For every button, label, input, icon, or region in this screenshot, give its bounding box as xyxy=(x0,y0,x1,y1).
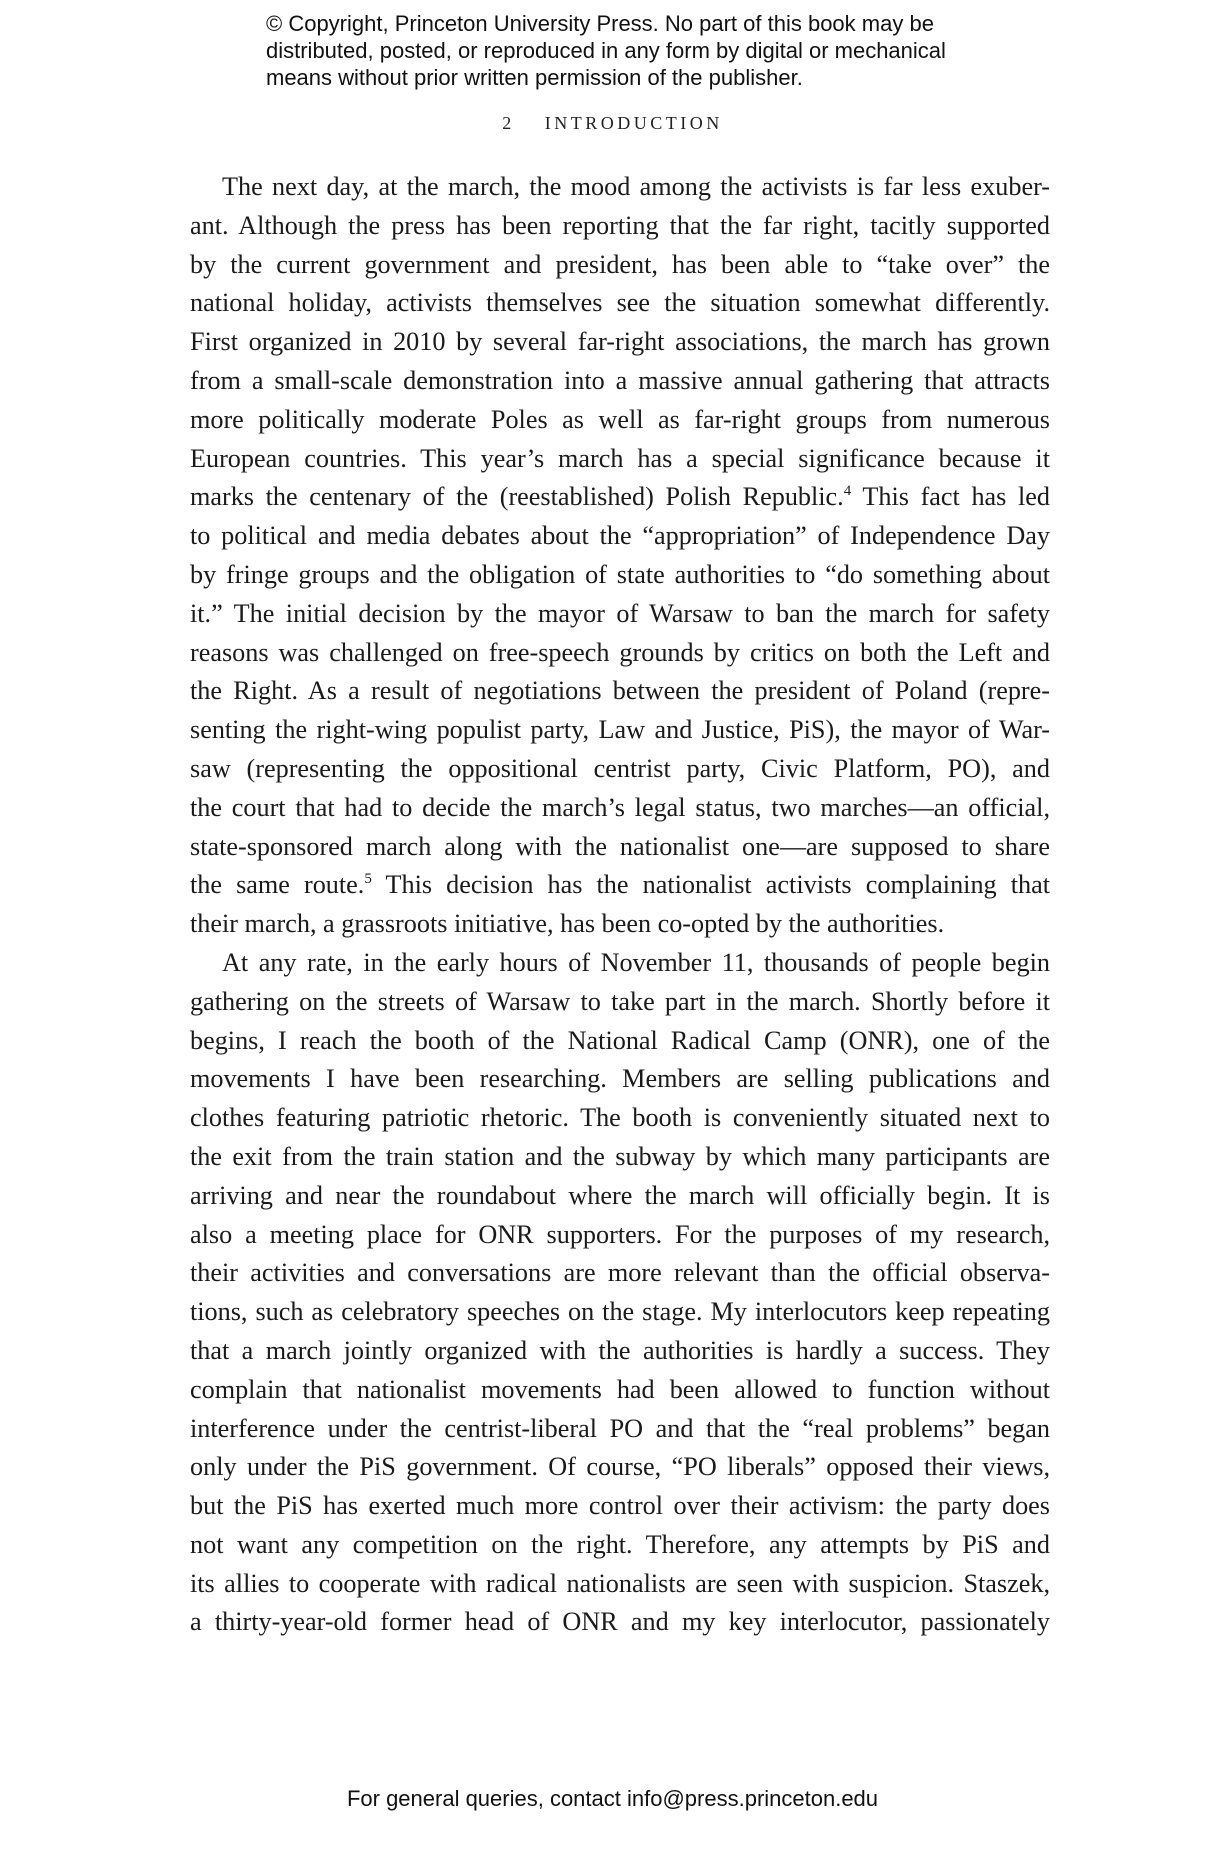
text-line: their march, a grassroots initiative, has been co-opted by the authorities. xyxy=(190,909,945,939)
text-line: also a meeting place for ONR supporters. For the purposes of my research, xyxy=(190,1219,1050,1249)
page-number: 2 xyxy=(502,113,515,133)
text-line: their activities and conversations are more relevant than the official observa- xyxy=(190,1258,1050,1288)
copyright-line: distributed, posted, or reproduced in any form by digital or mechanical xyxy=(266,38,946,63)
text-line: national holiday, activists themselves see the situation somewhat differently. xyxy=(190,288,1050,318)
text-line: begins, I reach the booth of the National Radical Camp (ONR), one of the xyxy=(190,1025,1050,1055)
text-line: the court that had to decide the march’s legal status, two marches—an official, xyxy=(190,792,1050,822)
note-reference[interactable]: 4 xyxy=(843,483,852,500)
text-line: a thirty-year-old former head of ONR and my key interlocutor, passionately xyxy=(190,1607,1050,1637)
copyright-line: © Copyright, Princeton University Press. No part of this book may be xyxy=(266,11,934,36)
text-line: interference under the centrist-liberal PO and that the “real problems” began xyxy=(190,1413,1050,1443)
text-line: At any rate, in the early hours of November 11, thousands of people begin xyxy=(222,947,1050,977)
text-line: by the current government and president, has been able to “take over” the xyxy=(190,249,1050,279)
note-reference[interactable]: 5 xyxy=(364,871,372,888)
text-segment: This fact has led xyxy=(851,482,1050,512)
paragraph-2 xyxy=(190,944,1050,1642)
text-line: clothes featuring patriotic rhetoric. The booth is conveniently situated next to xyxy=(190,1103,1050,1133)
text-line: not want any competition on the right. Therefore, any attempts by PiS and xyxy=(190,1529,1050,1559)
text-line: the Right. As a result of negotiations between the president of Poland (repre- xyxy=(190,676,1050,706)
text-line: but the PiS has exerted much more control over their activism: the party does xyxy=(190,1491,1050,1521)
text-line: saw (representing the oppositional centrist party, Civic Platform, PO), and xyxy=(190,753,1050,783)
text-line: movements I have been researching. Members are selling publications and xyxy=(190,1064,1050,1094)
text-line: only under the PiS government. Of course, “PO liberals” opposed their views, xyxy=(190,1452,1050,1482)
text-line: state-sponsored march along with the nationalist one—are supposed to share xyxy=(190,831,1050,861)
text-line xyxy=(190,866,1050,905)
running-head xyxy=(0,113,1225,134)
text-line: to political and media debates about the “appropriation” of Independence Day xyxy=(190,521,1050,551)
text-line: that a march jointly organized with the authorities is hardly a success. They xyxy=(190,1335,1050,1365)
text-line: its allies to cooperate with radical nationalists are seen with suspicion. Staszek, xyxy=(190,1568,1050,1598)
text-line: arriving and near the roundabout where the march will officially begin. It is xyxy=(190,1180,1050,1210)
text-line: gathering on the streets of Warsaw to take part in the march. Shortly before it xyxy=(190,986,1050,1016)
text-line: European countries. This year’s march has a special significance because it xyxy=(190,443,1050,473)
text-segment: This decision has the nationalist activists complaining that xyxy=(371,870,1051,900)
text-line: ant. Although the press has been reporting that the far right, tacitly supported xyxy=(190,210,1050,240)
chapter-title: INTRODUCTION xyxy=(544,113,723,133)
text-line: the exit from the train station and the subway by which many participants are xyxy=(190,1141,1050,1171)
text-line: First organized in 2010 by several far-right associations, the march has grown xyxy=(190,327,1050,357)
text-line: by fringe groups and the obligation of state authorities to “do something about xyxy=(190,559,1050,589)
copyright-notice xyxy=(266,10,1026,91)
text-segment: marks the centenary of the (reestablished) Polish Republic. xyxy=(190,482,844,512)
text-line: The next day, at the march, the mood among the activists is far less exuber- xyxy=(222,172,1050,201)
text-line xyxy=(190,478,1050,517)
body-text xyxy=(190,168,1050,1642)
text-segment: the same route. xyxy=(190,870,365,900)
text-line: complain that nationalist movements had been allowed to function without xyxy=(190,1374,1050,1404)
text-line: more politically moderate Poles as well as far-right groups from numerous xyxy=(190,404,1050,434)
text-line: from a small-scale demonstration into a massive annual gathering that attracts xyxy=(190,365,1050,395)
text-line: reasons was challenged on free-speech grounds by critics on both the Left and xyxy=(190,637,1050,667)
text-line: tions, such as celebratory speeches on the stage. My interlocutors keep repeating xyxy=(190,1297,1050,1327)
footer-contact: For general queries, contact info@press.princeton.edu xyxy=(346,1786,879,1811)
text-line: senting the right-wing populist party, Law and Justice, PiS), the mayor of War- xyxy=(190,715,1050,745)
text-line: it.” The initial decision by the mayor of Warsaw to ban the march for safety xyxy=(190,598,1050,628)
paragraph-1 xyxy=(190,168,1050,944)
copyright-line: means without prior written permission of the publisher. xyxy=(266,65,803,90)
